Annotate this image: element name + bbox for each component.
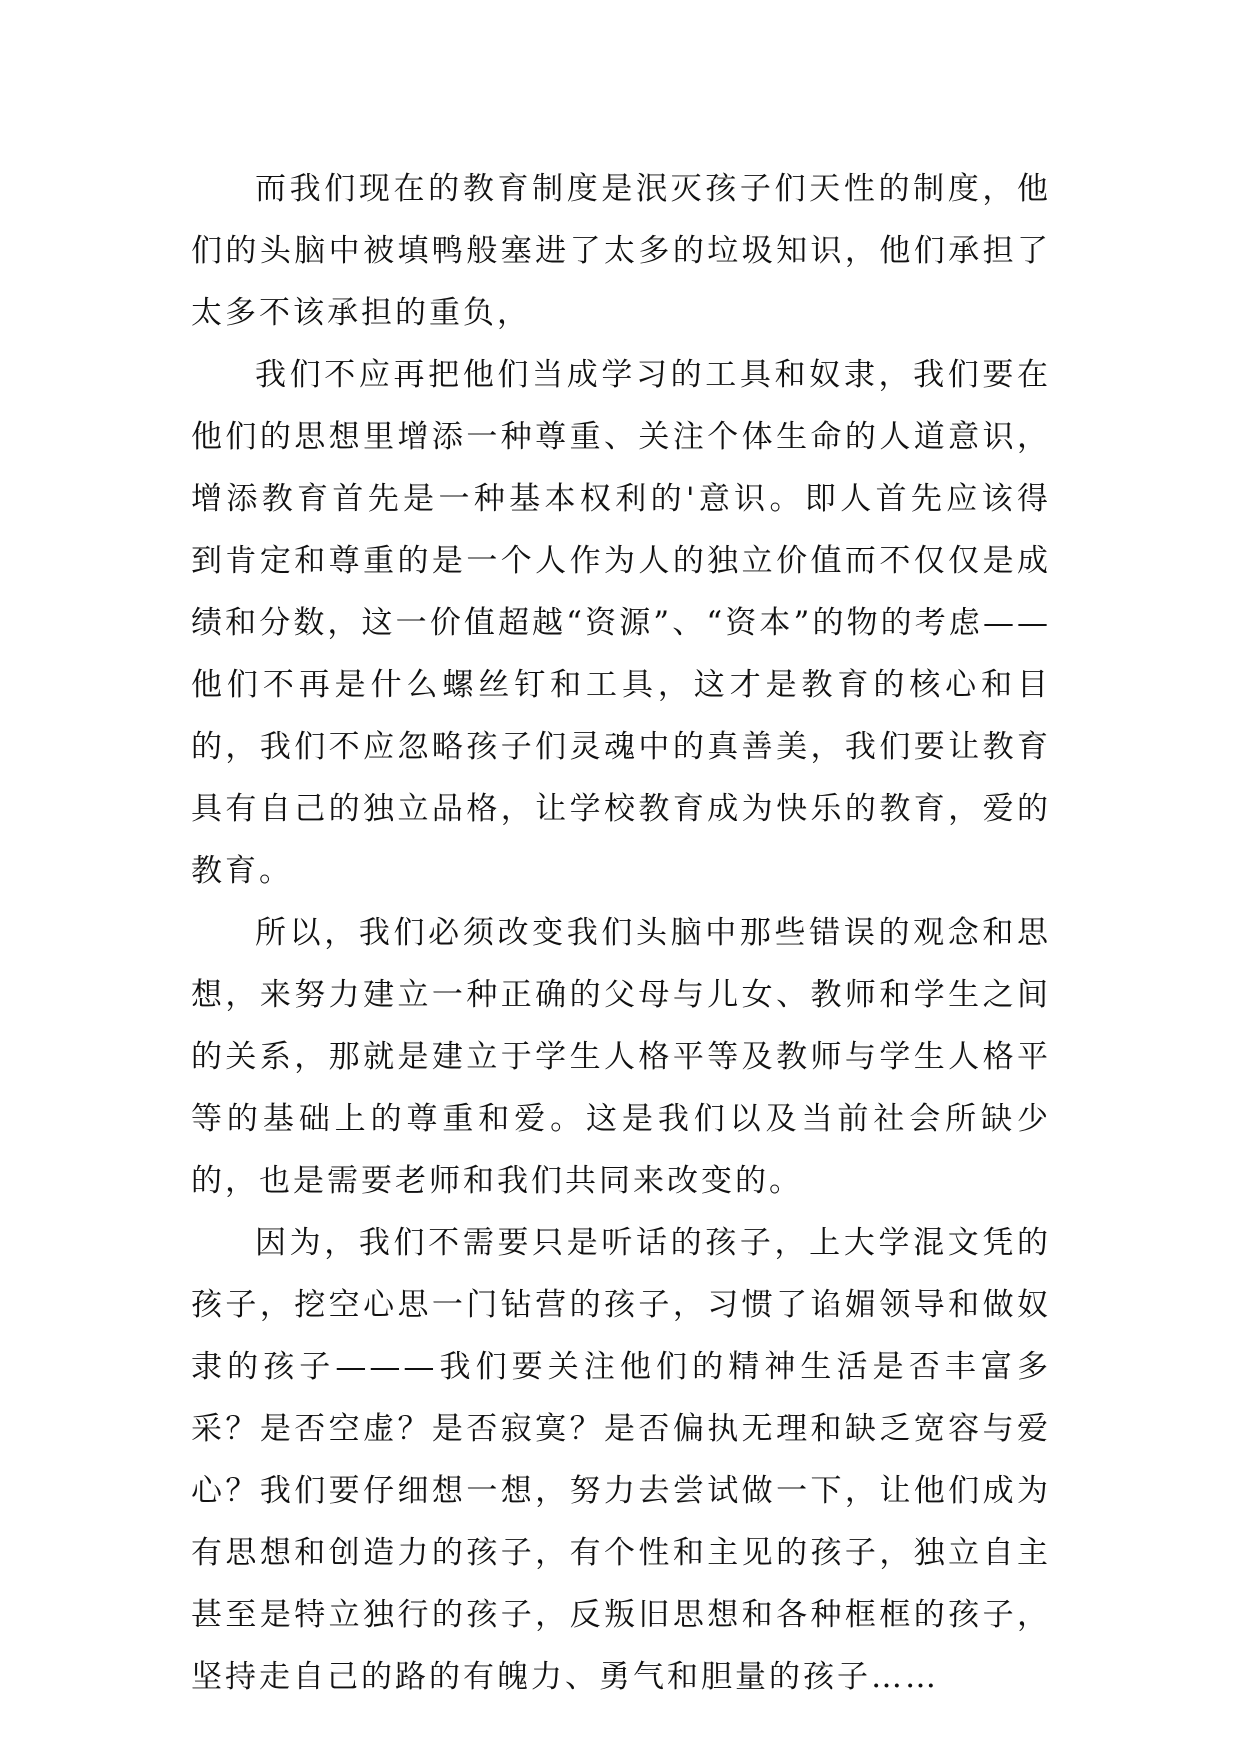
paragraph-4: 因为，我们不需要只是听话的孩子，上大学混文凭的孩子，挖空心思一门钻营的孩子，习惯了谄媚领导和做奴隶的孩子———我们要关注他们的精神生活是否丰富多采？是否空虚？是否寂寞？是否偏执无理和缺乏宽容与爱心？我们要仔细想一想，努力去尝试做一下，让他们成为有思想和创造力的孩子，有个性和主见的孩子，独立自主甚至是特立独行的孩子，反叛旧思想和各种框框的孩子，坚持走自己的路的有魄力、勇气和胆量的孩子…… bbox=[191, 1225, 1051, 1695]
document-body bbox=[191, 158, 1051, 1708]
paragraph-1: 而我们现在的教育制度是泯灭孩子们天性的制度，他们的头脑中被填鸭般塞进了太多的垃圾知识，他们承担了太多不该承担的重负， bbox=[191, 171, 1051, 331]
paragraph-3: 所以，我们必须改变我们头脑中那些错误的观念和思想，来努力建立一种正确的父母与儿女、教师和学生之间的关系，那就是建立于学生人格平等及教师与学生人格平等的基础上的尊重和爱。这是我们以及当前社会所缺少的，也是需要老师和我们共同来改变的。 bbox=[191, 915, 1051, 1199]
paragraph-2: 我们不应再把他们当成学习的工具和奴隶，我们要在他们的思想里增添一种尊重、关注个体生命的人道意识，增添教育首先是一种基本权利的'意识。即人首先应该得到肯定和尊重的是一个人作为人的独立价值而不仅仅是成绩和分数，这一价值超越“资源”、“资本”的物的考虑——他们不再是什么螺丝钉和工具，这才是教育的核心和目的，我们不应忽略孩子们灵魂中的真善美，我们要让教育具有自己的独立品格，让学校教育成为快乐的教育，爱的教育。 bbox=[191, 357, 1051, 889]
